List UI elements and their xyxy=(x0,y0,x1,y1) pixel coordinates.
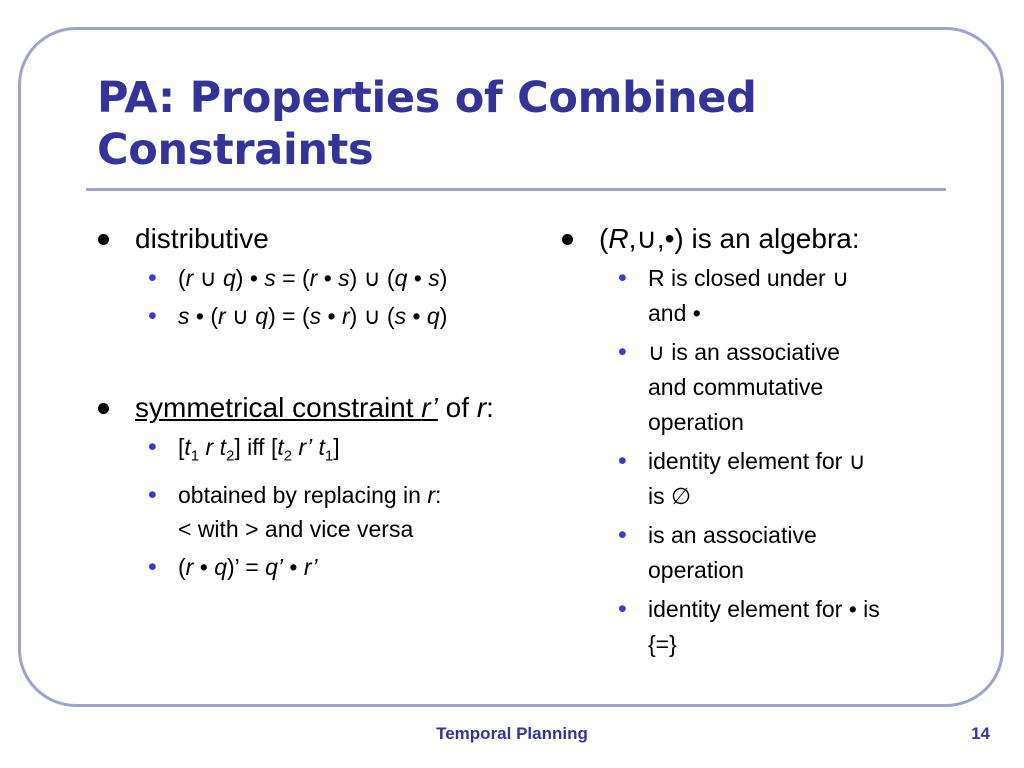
sub-bullet-algebra-2 xyxy=(618,335,942,440)
bullet-symmetrical-label: symmetrical constraint r’ of r: xyxy=(135,392,494,423)
sub-bullet-text: [$t_1$ r $t_2$] iff [$t_2$ r’ $t_1$] xyxy=(178,434,340,465)
sub-bullet-text: (r ∪ q) • s = (r • s) ∪ (q • s) xyxy=(178,265,448,291)
bullet-algebra xyxy=(562,222,942,256)
sub-bullet-icon: • xyxy=(148,480,157,509)
sub-bullet-distributive-1 xyxy=(148,261,538,295)
sub-bullet-algebra-5 xyxy=(618,592,942,662)
sub-bullet-text: (r • q)’ = q’ • r’ xyxy=(178,553,318,580)
sub-bullet-icon: • xyxy=(618,521,627,549)
sub-bullet-symmetrical-2 xyxy=(148,478,538,546)
sub-bullet-icon: • xyxy=(618,264,627,292)
sub-bullet-icon: • xyxy=(148,433,157,461)
sub-bullet-icon: • xyxy=(148,552,157,581)
bullet-dot-icon xyxy=(98,403,109,414)
slide-title: PA: Properties of Combined Constraints xyxy=(97,73,757,175)
bullet-distributive xyxy=(98,222,538,256)
right-column xyxy=(562,222,942,662)
bullet-dot-icon xyxy=(98,234,109,245)
title-divider xyxy=(86,188,946,191)
sub-bullet-symmetrical-1 xyxy=(148,430,538,474)
sub-bullet-text: identity element for • is {=} xyxy=(648,596,880,657)
sub-bullet-distributive-2 xyxy=(148,299,538,333)
bullet-symmetrical xyxy=(98,391,538,425)
sub-bullet-text: is an associative operation xyxy=(648,522,817,583)
sub-bullet-text: obtained by replacing in r: < with > and vice versa xyxy=(178,481,442,542)
sub-bullet-algebra-1 xyxy=(618,261,942,331)
sub-bullet-icon: • xyxy=(618,595,627,623)
sub-bullet-icon: • xyxy=(148,302,157,330)
page-number: 14 xyxy=(971,724,990,743)
bullet-algebra-label: (R,∪,•) is an algebra: xyxy=(599,223,860,254)
sub-bullet-icon: • xyxy=(618,338,627,366)
sub-bullet-text: identity element for ∪ is ∅ xyxy=(648,448,866,509)
sub-bullet-icon: • xyxy=(148,264,157,292)
left-column xyxy=(98,222,538,584)
bullet-distributive-label: distributive xyxy=(135,223,269,254)
sub-bullet-text: s • (r ∪ q) = (s • r) ∪ (s • q) xyxy=(178,303,448,329)
sub-bullet-algebra-4 xyxy=(618,518,942,588)
sub-bullet-icon: • xyxy=(618,447,627,475)
sub-bullet-text: R is closed under ∪ and • xyxy=(648,265,849,326)
bullet-dot-icon xyxy=(562,234,573,245)
sub-bullet-algebra-3 xyxy=(618,444,942,514)
footer-title: Temporal Planning xyxy=(436,724,588,743)
sub-bullet-symmetrical-3 xyxy=(148,550,538,584)
sub-bullet-text: ∪ is an associative and commutative operation xyxy=(648,339,840,435)
